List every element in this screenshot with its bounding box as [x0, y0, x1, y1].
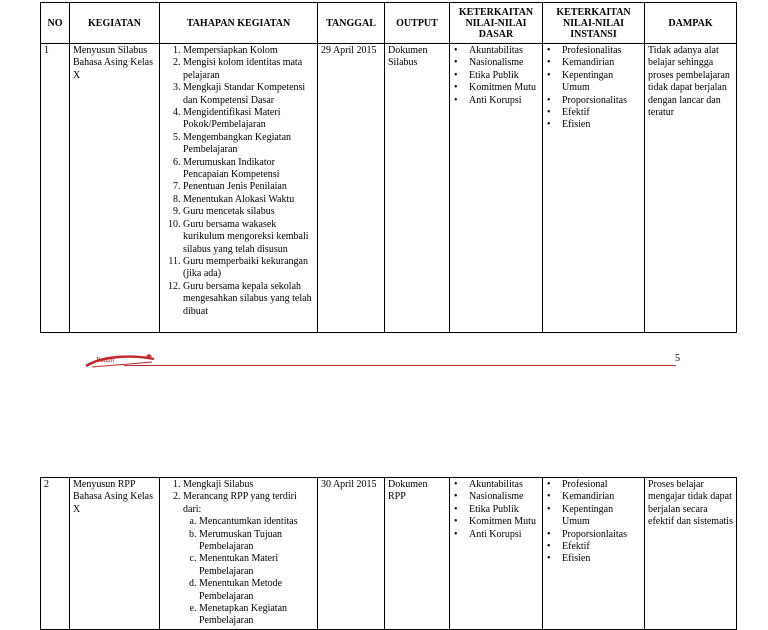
list-item: • Akuntabilitas — [469, 45, 539, 57]
list-item: • Proporsionlaitas — [562, 529, 641, 541]
table-row — [41, 478, 737, 630]
list-item: • Etika Publik — [469, 504, 539, 516]
header-nilai-instansi: KETERKAITAN NILAI-NILAI INSTANSI — [543, 3, 645, 44]
row-dampak: Tidak adanya alat belajar sehingga proses pembelajaran tidak dapat berjalan dengan lancar dan teratur — [645, 44, 737, 333]
list-item: • Anti Korupsi — [469, 95, 539, 107]
row-tanggal: 30 April 2015 — [318, 478, 385, 630]
steps-list — [163, 45, 314, 318]
list-item: • Kemandirian — [562, 57, 641, 69]
step-item: 12. Guru bersama kepala sekolah mengesahkan silabus yang telah dibuat — [183, 281, 314, 318]
list-item: • Efisien — [562, 119, 641, 131]
list-item: • Efektif — [562, 107, 641, 119]
step-text: Merancang RPP yang terdiri dari: — [183, 491, 297, 515]
header-output: OUTPUT — [385, 3, 450, 44]
header-no: NO — [41, 3, 70, 44]
list-item: • Efektif — [562, 541, 641, 553]
list-item: • Akuntabilitas — [469, 479, 539, 491]
substep-item: b. Merumuskan Tujuan Pembelajaran — [199, 529, 314, 554]
header-kegiatan: KEGIATAN — [70, 3, 160, 44]
list-item: • Profesionalitas — [562, 45, 641, 57]
step-item: 1. Mempersiapkan Kolom — [183, 45, 314, 57]
substep-item: a. Mencantumkan identitas — [199, 516, 314, 528]
row-number: 2 — [41, 478, 70, 630]
row-output: Dokumen RPP — [385, 478, 450, 630]
list-item: • Kepentingan Umum — [562, 504, 641, 529]
list-item: • Komitmen Mutu — [469, 82, 539, 94]
step-item: 2. Mengisi kolom identitas mata pelajaran — [183, 57, 314, 82]
step-item: 9. Guru mencetak silabus — [183, 206, 314, 218]
row-nilai-instansi — [543, 44, 645, 333]
row-nilai-instansi — [543, 478, 645, 630]
row-tanggal: 29 April 2015 — [318, 44, 385, 333]
row-kegiatan: Menyusun RPP Bahasa Asing Kelas X — [70, 478, 160, 630]
list-item: • Nasionalisme — [469, 491, 539, 503]
row-tahapan — [160, 478, 318, 630]
row-nilai-dasar — [450, 478, 543, 630]
step-item: 3. Mengkaji Standar Kompetensi dan Kompetensi Dasar — [183, 82, 314, 107]
step-item: 6. Merumuskan Indikator Pencapaian Kompetensi — [183, 157, 314, 182]
step-item: 8. Menentukan Alokasi Waktu — [183, 194, 314, 206]
row-number: 1 — [41, 44, 70, 333]
row-kegiatan: Menyusun Silabus Bahasa Asing Kelas X — [70, 44, 160, 333]
list-item: • Komitmen Mutu — [469, 516, 539, 528]
step-item: 4. Mengidentifikasi Materi Pokok/Pembelajaran — [183, 107, 314, 132]
row-output: Dokumen Silabus — [385, 44, 450, 333]
logo-text: Badan — [96, 356, 115, 364]
table-row — [41, 44, 737, 333]
list-item: • Proporsionalitas — [562, 95, 641, 107]
institution-logo — [84, 353, 156, 369]
step-item: 1. Mengkaji Silabus — [183, 479, 314, 491]
row-nilai-dasar — [450, 44, 543, 333]
nilai-dasar-list — [453, 45, 539, 107]
substep-item: e. Menetapkan Kegiatan Pembelajaran — [199, 603, 314, 628]
nilai-dasar-list — [453, 479, 539, 541]
nilai-instansi-list — [546, 45, 641, 132]
header-dampak: DAMPAK — [645, 3, 737, 44]
activity-table-page-1 — [40, 2, 737, 333]
substep-item: c. Menentukan Materi Pembelajaran — [199, 553, 314, 578]
nilai-instansi-list — [546, 479, 641, 566]
step-item: 11. Guru memperbaiki kekurangan (jika ada) — [183, 256, 314, 281]
row-dampak: Proses belajar mengajar tidak dapat berjalan secara efektif dan sistematis — [645, 478, 737, 630]
header-nilai-dasar: KETERKAITAN NILAI-NILAI DASAR — [450, 3, 543, 44]
step-item: 7. Penentuan Jenis Penilaian — [183, 181, 314, 193]
step-item — [183, 491, 314, 627]
list-item: • Kemandirian — [562, 491, 641, 503]
list-item: • Nasionalisme — [469, 57, 539, 69]
footer-divider — [124, 365, 676, 366]
header-tanggal: TANGGAL — [318, 3, 385, 44]
page-number: 5 — [675, 353, 680, 364]
page-footer — [84, 350, 680, 372]
table-header-row — [41, 3, 737, 44]
substep-item: d. Menentukan Metode Pembelajaran — [199, 578, 314, 603]
activity-table-page-2 — [40, 477, 737, 630]
list-item: • Efisien — [562, 553, 641, 565]
row-tahapan — [160, 44, 318, 333]
list-item: • Etika Publik — [469, 70, 539, 82]
step-item: 5. Mengembangkan Kegiatan Pembelajaran — [183, 132, 314, 157]
list-item: • Kepentingan Umum — [562, 70, 641, 95]
list-item: • Profesional — [562, 479, 641, 491]
step-item: 10. Guru bersama wakasek kurikulum mengoreksi kembali silabus yang telah disusun — [183, 219, 314, 256]
list-item: • Anti Korupsi — [469, 529, 539, 541]
steps-list — [163, 479, 314, 628]
header-tahapan: TAHAPAN KEGIATAN — [160, 3, 318, 44]
substeps-list — [183, 516, 314, 628]
